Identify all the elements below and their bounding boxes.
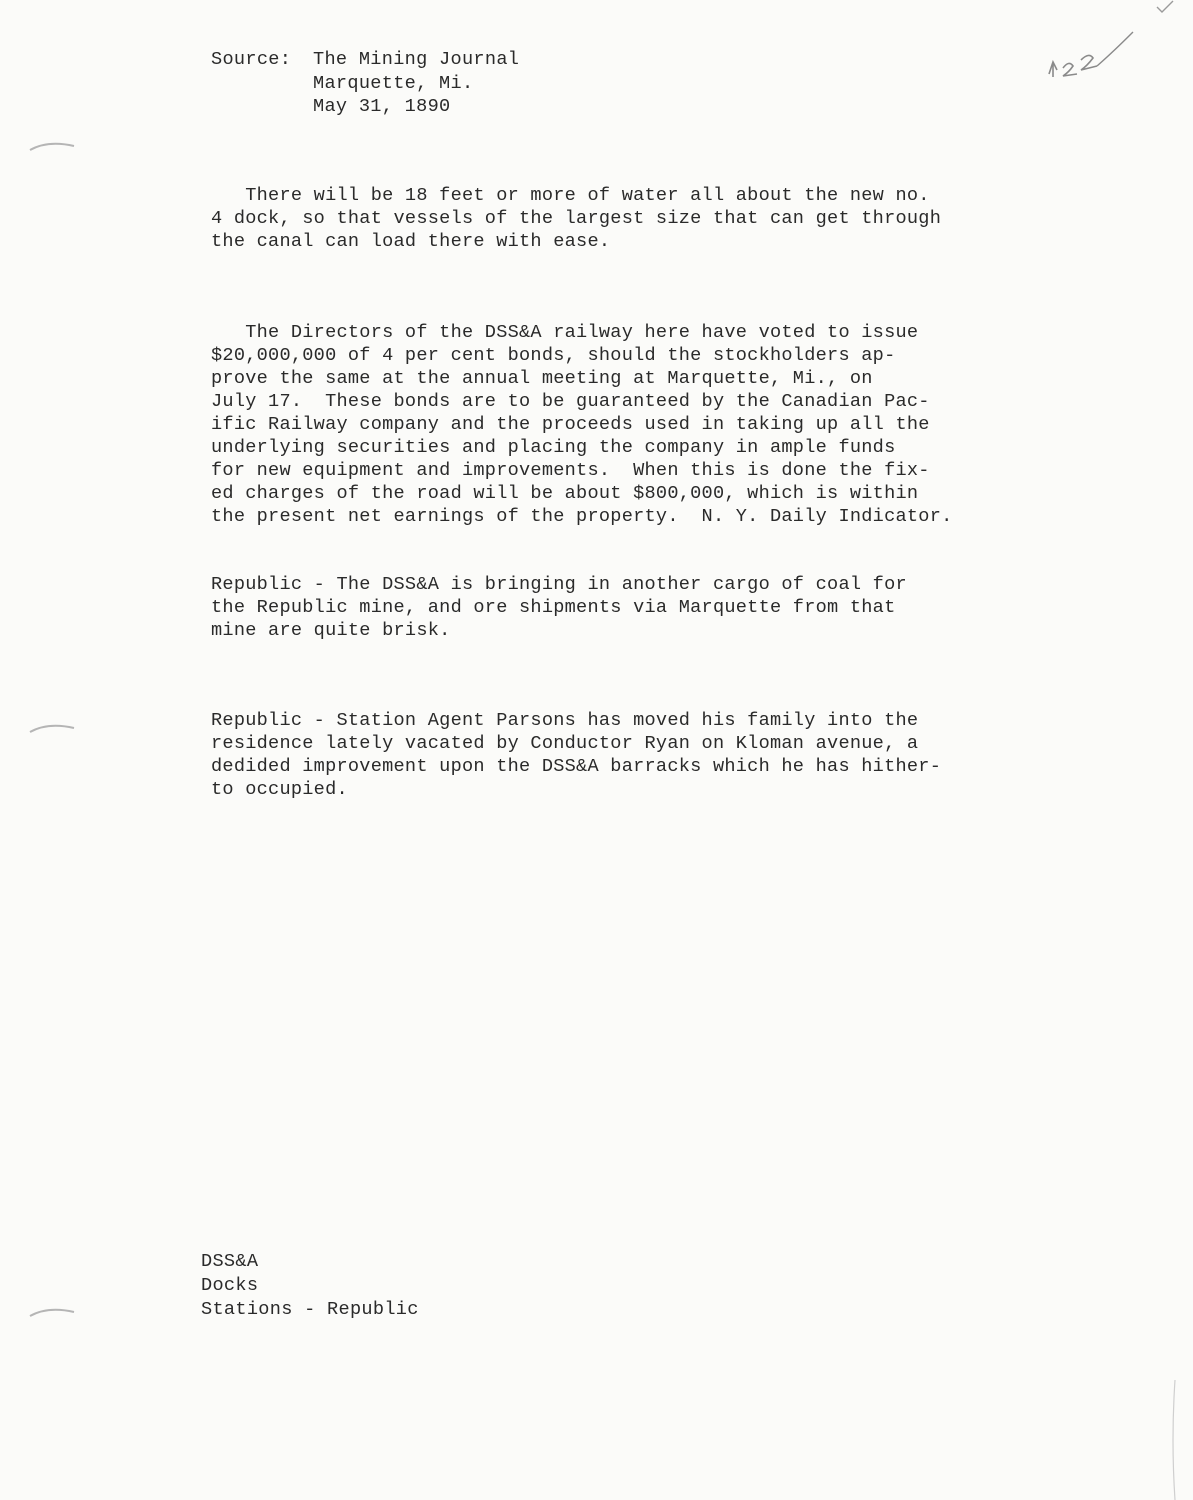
- paragraph-line: There will be 18 feet or more of water all about the new no.: [211, 185, 930, 206]
- index-terms: [201, 1250, 419, 1322]
- index-term: DSS&A: [201, 1251, 259, 1272]
- paragraph-line: prove the same at the annual meeting at Marquette, Mi., on: [211, 368, 873, 389]
- source-place: Marquette, Mi.: [313, 72, 474, 94]
- handwritten-page-number: [1041, 22, 1141, 82]
- paragraph-line: ific Railway company and the proceeds used in taking up all the: [211, 414, 930, 435]
- page-edge-mark: [1169, 1380, 1179, 1500]
- paragraph-line: 4 dock, so that vessels of the largest size that can get through: [211, 208, 942, 229]
- paragraph-line: for new equipment and improvements. When this is done the fix-: [211, 460, 930, 481]
- paragraph-line: the Republic mine, and ore shipments via Marquette from that: [211, 597, 896, 618]
- paragraph-line: The Directors of the DSS&A railway here have voted to issue: [211, 322, 919, 343]
- paragraph-line: to occupied.: [211, 779, 348, 800]
- paragraph-line: dedided improvement upon the DSS&A barracks which he has hither-: [211, 756, 942, 777]
- article-paragraph-coal-cargo: [211, 573, 907, 642]
- source-citation: [313, 48, 519, 119]
- paragraph-line: $20,000,000 of 4 per cent bonds, should the stockholders ap-: [211, 345, 896, 366]
- paragraph-line: mine are quite brisk.: [211, 620, 451, 641]
- index-term: Stations - Republic: [201, 1299, 419, 1320]
- check-mark-icon: [1155, 0, 1175, 14]
- paragraph-line: the present net earnings of the property. N. Y. Daily Indicator.: [211, 506, 953, 527]
- article-paragraph-bonds: [211, 321, 953, 528]
- paragraph-line: underlying securities and placing the company in ample funds: [211, 437, 896, 458]
- punch-hole-mark: [28, 140, 76, 154]
- paragraph-line: the canal can load there with ease.: [211, 231, 611, 252]
- source-publication: The Mining Journal: [313, 49, 520, 70]
- punch-hole-mark: [28, 1306, 76, 1320]
- paragraph-line: July 17. These bonds are to be guaranteed by the Canadian Pac-: [211, 391, 930, 412]
- paragraph-line: Republic - Station Agent Parsons has moved his family into the: [211, 710, 919, 731]
- paragraph-line: ed charges of the road will be about $800,000, which is within: [211, 483, 919, 504]
- paragraph-line: residence lately vacated by Conductor Ryan on Kloman avenue, a: [211, 733, 919, 754]
- index-term: Docks: [201, 1275, 259, 1296]
- source-date: May 31, 1890: [313, 96, 451, 117]
- article-paragraph-dock: [211, 184, 941, 253]
- source-label: Source:: [211, 49, 292, 70]
- punch-hole-mark: [28, 722, 76, 736]
- paragraph-line: Republic - The DSS&A is bringing in another cargo of coal for: [211, 574, 907, 595]
- article-paragraph-station-agent: [211, 709, 941, 801]
